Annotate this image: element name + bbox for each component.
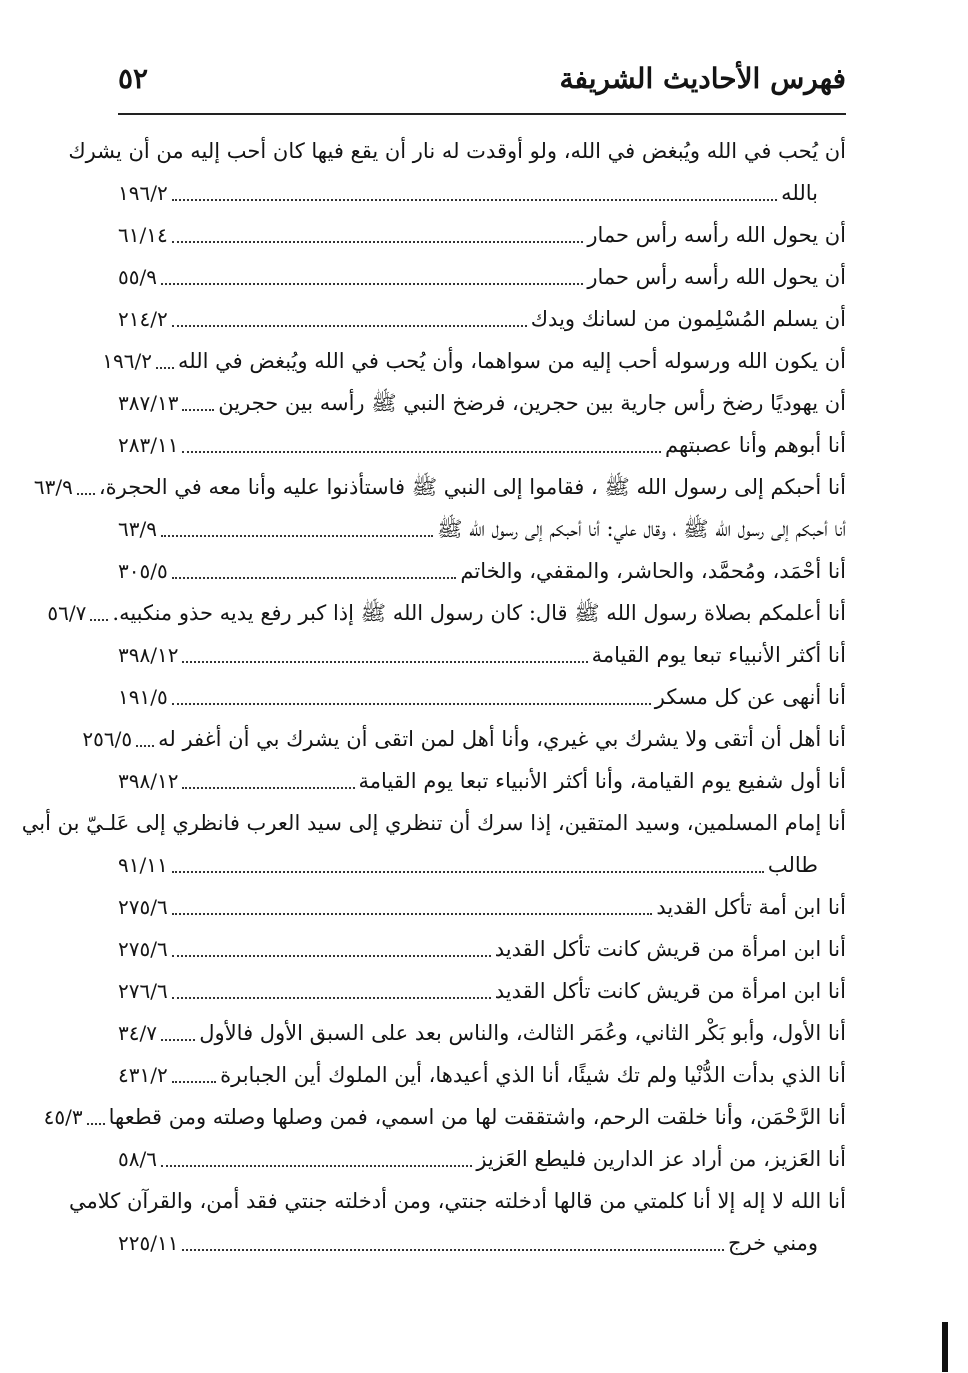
index-line <box>118 844 846 886</box>
index-line <box>118 760 846 802</box>
entry-reference: ٢١٤/٢ <box>118 307 168 331</box>
entry-text: أنا العَزيز، من أراد عز الدارين فليطع العَزيز <box>476 1147 846 1171</box>
entry-text: أنا الله لا إله إلا أنا كلمتي من قالها أدخلته جنتي، ومن أدخلته جنتي فقد أمن، والقرآن كلامي <box>69 1189 846 1213</box>
entry-text: أنا الأول، وأبو بَكْر الثاني، وعُمَر الثالث، والناس بعد على السبق الأول فالأول <box>199 1021 846 1045</box>
entry-reference: ٩١/١١ <box>118 853 168 877</box>
index-line <box>118 508 846 550</box>
entry-reference: ٣٩٨/١٢ <box>118 643 179 667</box>
entry-text: أنا أنهى عن كل مسكر <box>654 685 846 709</box>
entry-reference: ٥٦/٧ <box>47 601 87 625</box>
entry-reference: ٥٨/٦ <box>118 1147 157 1171</box>
index-line <box>33 466 846 508</box>
index-line <box>82 718 846 760</box>
entry-text: أنا ابن امرأة من قريش كانت تأكل القديد <box>494 979 846 1003</box>
leader-dots <box>172 575 457 579</box>
entry-reference: ١٩٦/٢ <box>102 349 152 373</box>
entry-text: أنا أبوهم وأنا عصبتهم <box>665 433 846 457</box>
leader-dots <box>182 785 354 789</box>
entry-reference: ٢٥٦/٥ <box>82 727 133 751</box>
index-line <box>118 634 846 676</box>
entry-text: أنا أول شفيع يوم القيامة، وأنا أكثر الأنبياء تبعا يوم القيامة <box>358 769 846 793</box>
index-line <box>118 382 846 424</box>
index-line <box>118 676 846 718</box>
leader-dots <box>136 743 154 747</box>
index-line <box>118 928 846 970</box>
entry-reference: ٣٤/٧ <box>118 1021 157 1045</box>
entry-text: أنا الرَّحْمَن، وأنا خلقت الرحم، واشتققت لها من اسمي، فمن وصلها وصلته ومن قطعها <box>108 1105 846 1129</box>
entry-text: أن يسلم المُسْلِمون من لسانك ويدك <box>530 307 846 331</box>
index-line <box>118 214 846 256</box>
leader-dots <box>182 407 214 411</box>
leader-dots <box>172 953 491 957</box>
entry-reference: ٦٣/٩ <box>118 517 157 541</box>
index-line <box>118 1138 846 1180</box>
index-line <box>43 1096 846 1138</box>
leader-dots <box>172 239 584 243</box>
page-header <box>118 58 846 104</box>
leader-dots <box>172 701 651 705</box>
index-line <box>118 1012 846 1054</box>
leader-dots <box>172 995 491 999</box>
leader-dots <box>182 1247 724 1251</box>
entry-text: أنا أكثر الأنبياء تبعا يوم القيامة <box>591 643 846 667</box>
index-line <box>118 298 846 340</box>
leader-dots <box>161 1037 195 1041</box>
hadith-index-list <box>21 130 846 1264</box>
entry-text: أنا أهل أن أتقى ولا يشرك بي غيري، وأنا أهل لمن اتقى أن يشرك بي أن أغفر له <box>158 727 846 751</box>
entry-text: ومني خرج <box>727 1231 818 1255</box>
leader-dots <box>87 1121 105 1125</box>
entry-reference: ٢٧٦/٦ <box>118 979 168 1003</box>
index-line <box>47 592 846 634</box>
leader-dots <box>172 869 764 873</box>
entry-text: بالله <box>781 181 818 205</box>
leader-dots <box>77 491 95 495</box>
index-line <box>21 802 846 844</box>
entry-reference: ٢٧٥/٦ <box>118 937 168 961</box>
entry-reference: ٣٠٥/٥ <box>118 559 168 583</box>
entry-text: أنا الذي بدأت الدُّنْيا ولم تك شيئًا، أنا الذي أعيدها، أين الملوك أين الجبابرة <box>220 1063 846 1087</box>
index-line <box>118 970 846 1012</box>
entry-text: أنا إمام المسلمين، وسيد المتقين، إذا سرك أن تنظري إلى سيد العرب فانظري إلى عَلـيّ بن أبي <box>21 811 846 835</box>
leader-dots <box>182 449 661 453</box>
index-line <box>118 256 846 298</box>
entry-text: أن يحول الله رأسه رأس حمار <box>587 223 846 247</box>
page-number: ٥٢ <box>118 62 149 95</box>
entry-reference: ١٩٦/٢ <box>118 181 168 205</box>
leader-dots <box>156 365 174 369</box>
index-line <box>118 1054 846 1096</box>
leader-dots <box>172 911 653 915</box>
leader-dots <box>161 1163 472 1167</box>
entry-text: أنا ابن أمة تأكل القديد <box>656 895 846 919</box>
entry-text: أن يحول الله رأسه رأس حمار <box>587 265 846 289</box>
leader-dots <box>172 1079 216 1083</box>
leader-dots <box>161 281 583 285</box>
index-line <box>118 886 846 928</box>
entry-reference: ٤٣١/٢ <box>118 1063 168 1087</box>
index-line <box>118 172 846 214</box>
leader-dots <box>172 197 777 201</box>
leader-dots <box>90 617 108 621</box>
entry-reference: ٢٧٥/٦ <box>118 895 168 919</box>
entry-text: أنا ابن امرأة من قريش كانت تأكل القديد <box>494 937 846 961</box>
entry-reference: ٤٥/٣ <box>43 1105 83 1129</box>
entry-reference: ٥٥/٩ <box>118 265 157 289</box>
entry-reference: ٦٣/٩ <box>33 475 73 499</box>
scan-edge-mark <box>942 1322 948 1372</box>
index-line <box>68 130 846 172</box>
entry-text: أن يهوديًا رضخ رأس جارية بين حجرين، فرضخ النبي ﷺ رأسه بين حجرين <box>218 391 846 415</box>
index-line <box>118 424 846 466</box>
index-line <box>118 1222 846 1264</box>
leader-dots <box>182 659 587 663</box>
entry-text: طالب <box>767 853 818 877</box>
entry-text: أنا أحبكم إلى رسول الله ﷺ ، فقاموا إلى النبي ﷺ فاستأذنوا عليه وأنا معه في الحجرة، <box>98 475 846 499</box>
running-title: فهرس الأحاديث الشريفة <box>559 62 846 95</box>
header-rule <box>118 113 846 115</box>
entry-reference: ٣٨٧/١٣ <box>118 391 179 415</box>
index-line <box>102 340 846 382</box>
entry-text: أنا أعلمكم بصلاة رسول الله ﷺ قال: كان رسول الله ﷺ إذا كبر رفع يديه حذو منكبيه. <box>112 601 846 625</box>
index-line <box>69 1180 846 1222</box>
entry-reference: ٦١/١٤ <box>118 223 168 247</box>
index-line <box>118 550 846 592</box>
entry-text: أن يكون الله ورسوله أحب إليه من سواهما، وأن يُحب في الله ويُبغض في الله <box>178 349 846 373</box>
entry-text: أن يُحب في الله ويُبغض في الله، ولو أوقدت له نار أن يقع فيها كان أحب إليه من أن يشرك <box>68 139 846 163</box>
entry-reference: ٢٢٥/١١ <box>118 1231 179 1255</box>
leader-dots <box>172 323 527 327</box>
leader-dots <box>161 533 433 537</box>
entry-reference: ١٩١/٥ <box>118 685 168 709</box>
entry-text: أنا أحبكم إلى رسول الله ﷺ ، وقال علي: أنا أحبكم إلى رسول الله ﷺ <box>437 517 846 541</box>
entry-text: أنا أحْمَد، ومُحمَّد، والحاشر، والمقفي، والخاتم <box>460 559 846 583</box>
entry-reference: ٢٨٣/١١ <box>118 433 179 457</box>
entry-reference: ٣٩٨/١٢ <box>118 769 179 793</box>
